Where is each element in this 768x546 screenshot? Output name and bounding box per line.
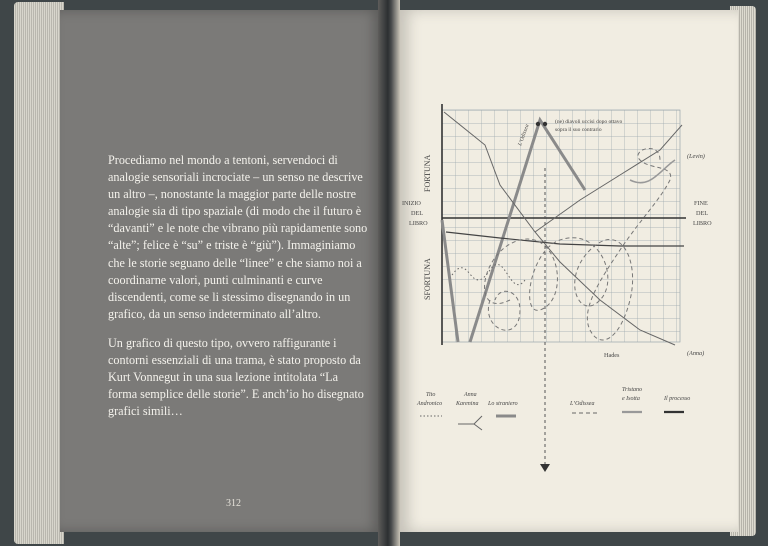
legend-anna-line1: Anna <box>464 392 477 398</box>
legend-processo: Il processo <box>664 396 691 402</box>
legend-odissea: L’Odissea <box>570 401 595 407</box>
legend <box>416 387 690 430</box>
legend-tristano-line1: Tristano <box>622 387 643 393</box>
annotation-dot <box>536 122 540 126</box>
label-hades: Hades <box>604 352 620 359</box>
start-label-line1: INIZIO <box>402 200 421 207</box>
y-label-sfortuna: SFORTUNA <box>423 258 432 300</box>
annotation-dot <box>543 122 547 126</box>
legend-tito-line1: Tito <box>426 392 436 398</box>
legend-anna-line2: Karenina <box>456 401 479 407</box>
annotation-top-line2: sopra il suo contrario <box>555 127 602 133</box>
arrow-head <box>540 464 550 472</box>
annotation-odissea: L’Odissea <box>517 123 531 147</box>
annotation-top-line1: (ne) diavoli uccisi dopo ottavo <box>555 119 623 125</box>
end-label-line3: LIBRO <box>693 220 712 227</box>
graph-grid <box>442 110 680 342</box>
page-number: 312 <box>226 498 241 509</box>
end-label-line1: FINE <box>694 200 708 207</box>
end-label-line2: DEL <box>696 210 709 217</box>
legend-tristano-line2: e Isotta <box>622 396 640 402</box>
label-anna: (Anna) <box>687 350 705 357</box>
legend-straniero: Lo straniero <box>488 401 518 407</box>
legend-anna-swatch <box>458 416 482 430</box>
paragraph-1: Procediamo nel mondo a tentoni, servendoci di analogie sensoriali incrociate – un senso ne descrive un altro –, nonostante la maggior parte delle nostre analogie sia di tipo spaziale (di modo che il futuro è “davanti” e le note che vibrano più rapidamente sono “alte”; felice è “su” e triste è “giù”). Immaginiamo che le storie seguano delle “linee” e che siamo noi a coordinarne valori, punti culminanti e curve discendenti, come se li stessimo disegnando in un grafico, da un senso indeterminato all’altro. <box>108 153 368 321</box>
start-label-line3: LIBRO <box>409 220 428 227</box>
start-label-line2: DEL <box>411 210 424 217</box>
legend-tito-line2: Andronico <box>417 401 443 407</box>
label-levin: (Levin) <box>687 153 705 160</box>
paragraph-2: Un grafico di questo tipo, ovvero raffigurante i contorni essenziali di una trama, è stato proposto da Kurt Vonnegut in una sua lezione intitolata “La forma semplice delle storie”. E anch’io ho disegnato grafici simili… <box>108 335 364 419</box>
y-label-fortuna: FORTUNA <box>423 154 432 192</box>
